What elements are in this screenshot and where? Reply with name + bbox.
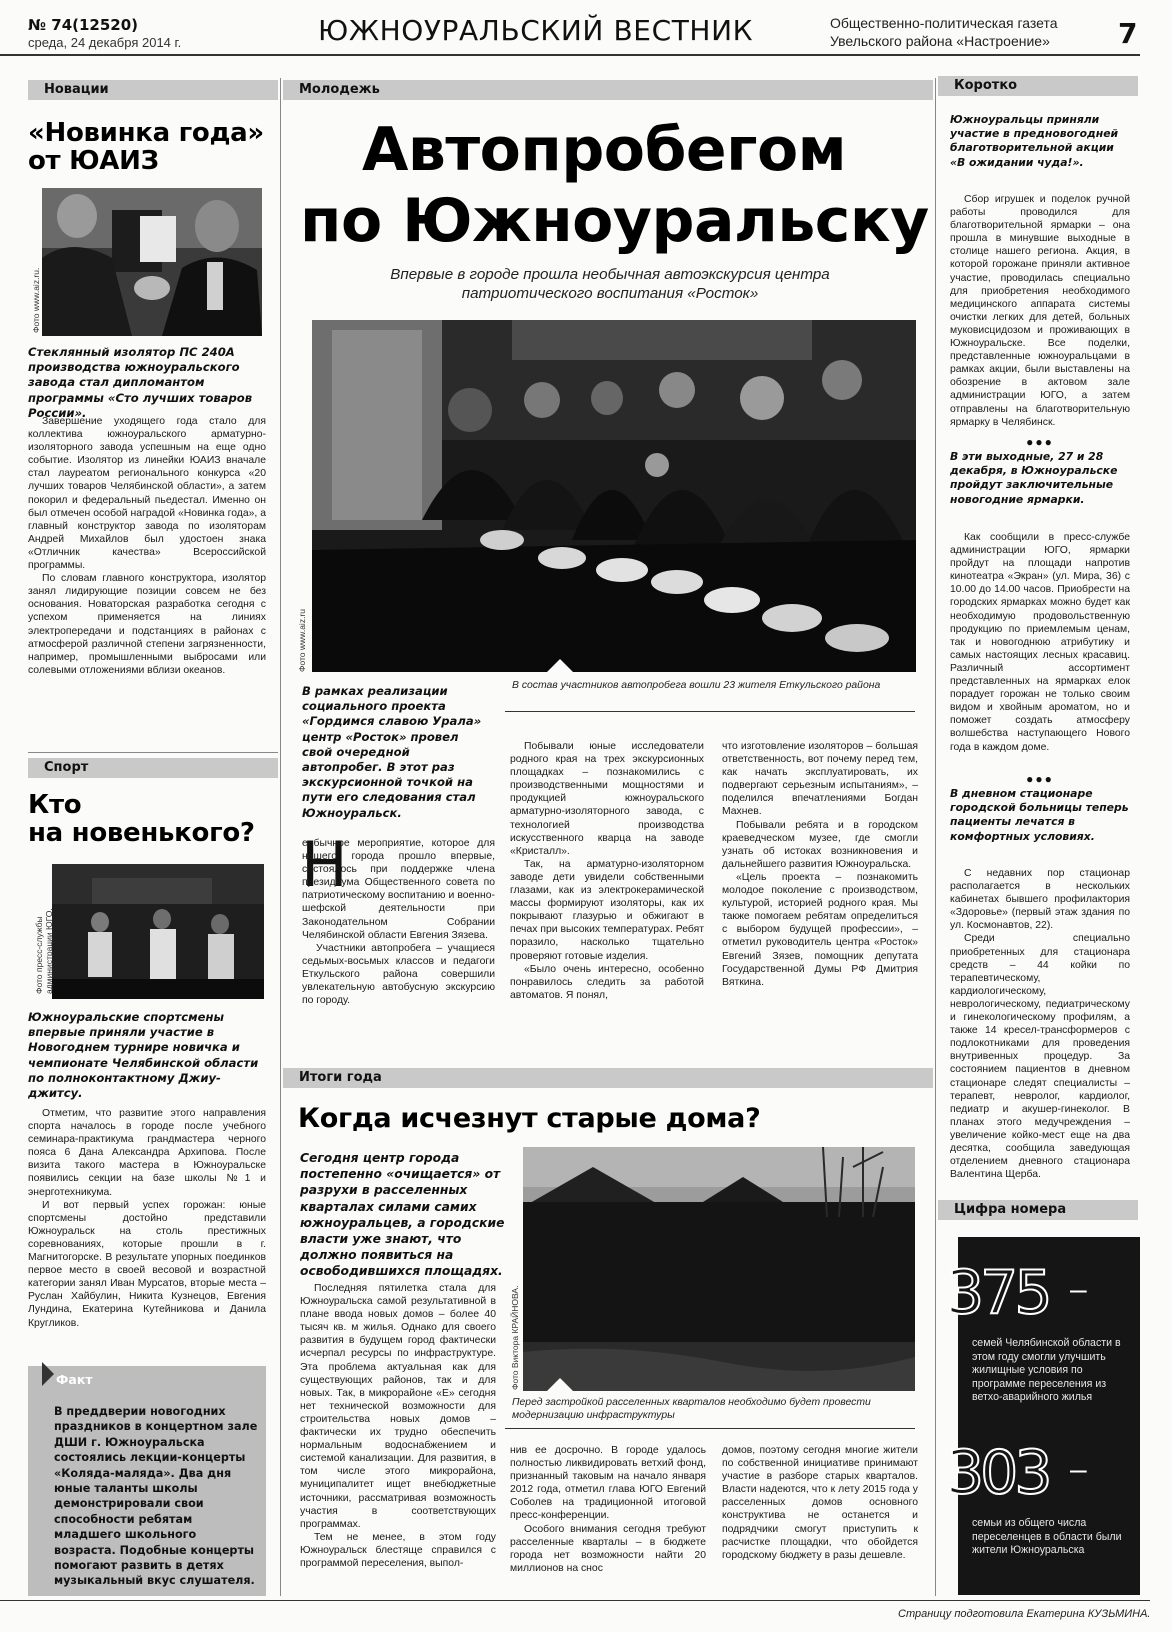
column-rule-right (935, 78, 936, 1596)
paragraph: Так, на арматурно-изоляторном заводе дети увидели собственными глазами, как из электрокерамической массы формируют изоляторы, как их покрывают глазурью и обжигают в печах при высоких температурах. Ребят поразило, насколько тщательно проверяют готовые изделия. (510, 858, 704, 962)
paragraph: Как сообщили в пресс-службе администрации ЮГО, ярмарки пройдут на площади напротив кинотеатра «Экран» (ул. Мира, 36) с 10.00 до 14.00 часов. Приобрести на городских ярмарках можно будет как необходимую продовольственную продукцию по приемлемым ценам, так и новогоднюю атрибутику и самых настоящих лесных красавиц. Различный ассортимент представленных на ярмарках елок порадует горожан не только своим видом и хвойным ароматом, но и поможет создать атмосферу волшебства наступающего Нового года в каждом доме. (950, 532, 1130, 753)
headline-novinka-1: «Новинка года» (28, 118, 264, 148)
caption-starye-doma: Перед застройкой расселенных кварталов необходимо будет провести модернизацию инфраструктуры (512, 1397, 871, 1421)
news-1-text (950, 193, 1130, 429)
paragraph: Побывали юные исследователи родного края на трех экскурсионных площадках – познакомились с производственными мощностями и продукцией южноуральского арматурно-изоляторного завода, с технологией производства искусственного кварца на заводе «Кристалл». (510, 741, 704, 857)
column-rule-left (280, 78, 281, 1596)
paragraph: «Цель проекта – познакомить молодое поколение с производством, культурой, историей родного края. Мы также помогаем ребятам определиться с выбором будущей профессии», – отметил руководитель центра «Росток» Евгений Зязев, помощник депутата Государственной Думы РФ Дмитрия Вяткина. (722, 871, 918, 988)
headline-starye-doma: Когда исчезнут старые дома? (298, 1103, 761, 1134)
body-avtoprobeg-col3 (722, 740, 918, 989)
separator-dots-2: ●●● (1026, 772, 1054, 786)
paragraph: Особого внимания сегодня требуют расселенные кварталы – в бюджете города нет возможности найти 20 миллионов на снос (510, 1523, 706, 1574)
rubric-sport: Спорт (28, 758, 278, 778)
photo-children-insulators (312, 320, 916, 672)
paragraph: Побывали ребята и в городском краеведческом музее, где смогли узнать об истоках возникновения и дальнейшего развития Южноуральска. (722, 819, 918, 870)
headline-avtoprobeg-2: по Южноуральску (300, 186, 929, 256)
paragraph: И вот первый успех горожан: юные спортсмены достойно представили Южноуральск на столь престижных соревнованиях, которые прошли в г. Магнитогорске. В результате упорных поединков первое место в своей весовой и возрастной категории занял Иван Мурсатов, вторые места – Руслан Хайбулин, Никита Кузнецов, Евгения Лундина, Екатерина Кутейникова и Данила Кругликов. (28, 1199, 266, 1329)
photo-pointer-avtoprobeg (546, 659, 574, 673)
rubric-itogi-goda: Итоги года (283, 1068, 933, 1088)
paragraph: нив ее досрочно. В городе удалось полностью ликвидировать ветхий фонд, признанный таковым на начало января 2012 года, отметил глава ЮГО Евгений Соболев на традиционной итоговой пресс-конференции. (510, 1445, 706, 1522)
rubric-cifra-nomera: Цифра номера (938, 1200, 1138, 1220)
headline-avtoprobeg-1: Автопробегом (362, 115, 847, 185)
headline-kto-1: Кто (28, 790, 82, 820)
paragraph: Тем не менее, в этом году Южноуральск блестяще справился с программой переселения, выпол- (300, 1531, 496, 1569)
news-1-lead: Южноуральцы приняли участие в предновогодней благотворительной акции «В ожидании чуда!». (950, 113, 1119, 169)
photo-credit-sport-2: администрации ЮГО. (44, 908, 54, 994)
separator-dots-1: ●●● (1026, 435, 1054, 449)
cifra-number-375: 375 (946, 1258, 1049, 1328)
headline-novinka-2: от ЮАИЗ (28, 146, 159, 176)
cifra-text-303: семьи из общего числа переселенцев в области были жители Южноуральска (972, 1517, 1122, 1557)
cifra-box (946, 1237, 1140, 1595)
body-novinka (28, 415, 266, 677)
header-rule (0, 54, 1140, 56)
body-sport (28, 1107, 266, 1330)
footer-rule (0, 1600, 1150, 1601)
news-3-lead: В дневном стационаре городской больницы теперь пациенты лечатся в комфортных условиях. (950, 787, 1129, 843)
news-3-text (950, 867, 1130, 1181)
photo-credit-novinka: Фото www.aiz.ru. (31, 267, 41, 333)
photo-pointer-starye-doma (546, 1378, 574, 1392)
photo-credit-starye-doma: Фото Виктора КРАЙНОВА. (510, 1285, 520, 1390)
paragraph: С недавних пор стационар располагается в нескольких кабинетах бывшего профилактория «Здоровье» (первый этаж здания по ул. Космонавтов, 22). (950, 868, 1130, 932)
headline-kto-2: на новенького? (28, 818, 255, 848)
lead-novinka: Стеклянный изолятор ПС 240А производства южноуральского завода стал дипломантом программы «Сто лучших товаров России». (28, 345, 253, 420)
paragraph: «Было очень интересно, особенно понравилось следить за работой автоматов. Я понял, (510, 963, 704, 1001)
cifra-number-303: 303 (946, 1438, 1049, 1508)
newspaper-subtitle-1: Общественно-политическая газета (830, 15, 1058, 31)
rubric-korotko: Коротко (938, 76, 1138, 96)
newspaper-title: ЮЖНОУРАЛЬСКИЙ ВЕСТНИК (318, 14, 754, 47)
caption-avtoprobeg: В состав участников автопробега вошли 23 жителя Еткульского района (512, 680, 881, 691)
body-avtoprobeg-col2 (510, 740, 704, 1002)
news-2-lead: В эти выходные, 27 и 28 декабря, в Южноуральске пройдут заключительные новогодние ярмарки. (950, 450, 1118, 506)
paragraph: Сбор игрушек и поделок ручной работы проводился для благотворительной ярмарки – она прошла в минувшие выходные в столице нашего региона. Акция, в которой горожане приняли активное участие, проводилась специально для приобретения необходимого медицинского аппарата системы очистки легких для детей, больных муковисцидозом и проживающих в Южноуральске. Все поделки, представленные южноуральцами в рамках акции, были выставлены на обозрение в актовом зале администрации ЮГО, а затем отправлены на благотворительную ярмарку в Челябинск. (950, 194, 1130, 428)
page-number: 7 (1118, 17, 1138, 50)
paragraph: Отметим, что развитие этого направления спорта началось в городе после учебного семинара-практикума грандмастера черного пояса 6 Дана Александра Архипова. После визита такого мастера в Южноуральске появились секции на базе школы №1 и энерготехникума. (28, 1108, 266, 1198)
photo-credit-avtoprobeg: Фото www.aiz.ru (297, 609, 307, 672)
issue-number: № 74(12520) (28, 16, 139, 34)
fact-text: В преддверии новогодних праздников в концертном зале ДШИ г. Южноуральска состоялись лекции-концерты «Коляда-маляда». Два дня юные таланты школы демонстрировали свои способности ребятам младшего школьного возраста. Подобные концерты помогают развить в детях музыкальный вкус слушателя. (54, 1405, 258, 1588)
paragraph: По словам главного конструктора, изолятор занял лидирующие позиции совсем не без основания. Новаторская разработка сегодня с успехом применяется на линиях электропередачи и подстанциях в районах с атмосферой различной степени загрязненности, например, промышленными выбросами или солевыми отложениями вблизи океанов. (28, 573, 266, 676)
paragraph: Завершение уходящего года стало для коллектива южноуральского арматурно-изоляторного завода успешным на еще одно событие. Изолятор из линейки ЮАИЗ вначале стал лауреатом регионального конкурса «20 лучших товаров Челябинской области», а затем покорил и федеральный пьедестал. Именно он был отмечен особой наградой «Новинка года», а главный конструктор завода по изоляторам Андрей Михайлов был удостоен знака «Отличник качества» Всероссийской программы. (28, 416, 266, 572)
paragraph: домов, поэтому сегодня многие жители по собственной инициативе принимают участие в разборе старых кварталов. Власти надеются, что к лету 2015 года у расселенных домов основного конструктива не останется и подрядчики смогут приступить к расчистке площадки, что обойдется городскому бюджету в разы дешевле. (722, 1445, 918, 1561)
news-2-text (950, 531, 1130, 754)
footer-credit: Страницу подготовила Екатерина КУЗЬМИНА. (898, 1608, 1151, 1620)
photo-martial-arts (52, 864, 264, 999)
fact-rubric: Факт (56, 1372, 93, 1387)
body-starye-doma-col1 (300, 1282, 496, 1570)
body-starye-doma-col3 (722, 1444, 918, 1562)
paragraph: что изготовление изоляторов – большая ответственность, вот почему перед тем, как начать эксплуатировать, их подвергают серьезным испытаниям», – поделился впечатлениями Богдан Махнев. (722, 741, 918, 818)
rubric-novacii: Новации (28, 80, 278, 100)
photo-credit-sport-1: Фото пресс-службы (34, 916, 44, 994)
issue-date: среда, 24 декабря 2014 г. (28, 35, 182, 50)
paragraph: еобычное мероприятие, которое для нашего города прошло впервые, состоялось при поддержке члена президиума Общественного совета по патриотическому воспитанию и военно-шефской деятельности при Законодательном Собрании Челябинской области Евгения Зязева. (302, 838, 495, 941)
paragraph: Участники автопробега – учащиеся седьмых-восьмых классов и педагоги Еткульского района совершили увлекательную автобусную экскурсию по городу. (302, 942, 495, 1007)
paragraph: Среди специально приобретенных для стационара средств – 44 койки по терапевтическому, кардиологическому, неврологическому, педиатрическому и гинекологическому профилям, а также 14 кресел-трансформеров с подлокотниками для проведения внутривенных процедур. За состоянием пациентов в дневном стационаре следят специалисты – терапевт, невролог, кардиолог, педиатр и акушер-гинеколог. В планах этого медучреждения – увеличение койко-мест еще на два десятка, сообщила заведующая отделением дневного стационара Валентина Щерба. (950, 933, 1130, 1181)
fact-pointer (42, 1362, 54, 1386)
cifra-dash-2: – (1070, 1453, 1087, 1486)
fact-box (28, 1366, 266, 1596)
caption-rule-2 (505, 1428, 915, 1429)
section-rule-sport (28, 752, 278, 753)
cifra-text-375: семей Челябинской области в этом году смогли улучшить жилищные условия по программе переселения из ветхо-аварийного жилья (972, 1337, 1121, 1404)
body-starye-doma-col2 (510, 1444, 706, 1575)
rubric-molodezh: Молодежь (283, 80, 933, 100)
lead-avtoprobeg: В рамках реализации социального проекта «Гордимся славою Урала» центр «Росток» провел свой очередной автопробег. В этот раз экскурсионной точкой на пути его следования стал Южноуральск. (302, 684, 482, 820)
photo-old-houses (523, 1147, 915, 1391)
subhead-avtoprobeg: Впервые в городе прошла необычная автоэкскурсия центра патриотического воспитания «Росток» (390, 266, 830, 302)
paragraph: Последняя пятилетка стала для Южноуральска самой результативной в плане ввода новых домов – более 40 тысяч кв. м жилья. Однако для своего развития в будущем город фактически исчерпал ресурсы по инфраструктуре. Эта проблема актуальная как для существующих районов, так и для новых. Так, в микрорайоне «Е» сегодня нет технической возможности для строительства новых домов – фактически их трудно обеспечить нормальным водоснабжением и системой канализации. Для развития, в том числе этого микрорайона, муниципалитет ищет внебюджетные источники, рассматривая возможность участия в соответствующих программах. (300, 1283, 496, 1530)
lead-starye-doma: Сегодня центр города постепенно «очищается» от разрухи в расселенных кварталах силами самих южноуральцев, а городские власти уже знают, что должно появиться на освободившихся площадях. (300, 1151, 505, 1279)
lead-sport: Южноуральские спортсмены впервые приняли участие в Новогоднем турнире новичка и чемпионате Челябинской области по полноконтактному Джиу-джитсу. (28, 1010, 259, 1101)
newspaper-subtitle-2: Увельского района «Настроение» (830, 33, 1050, 49)
caption-rule (505, 711, 915, 712)
body-avtoprobeg-col1 (302, 837, 495, 1007)
photo-award-ceremony (42, 188, 262, 336)
dropcap-n: Н (301, 828, 348, 901)
cifra-dash-1: – (1070, 1273, 1087, 1306)
